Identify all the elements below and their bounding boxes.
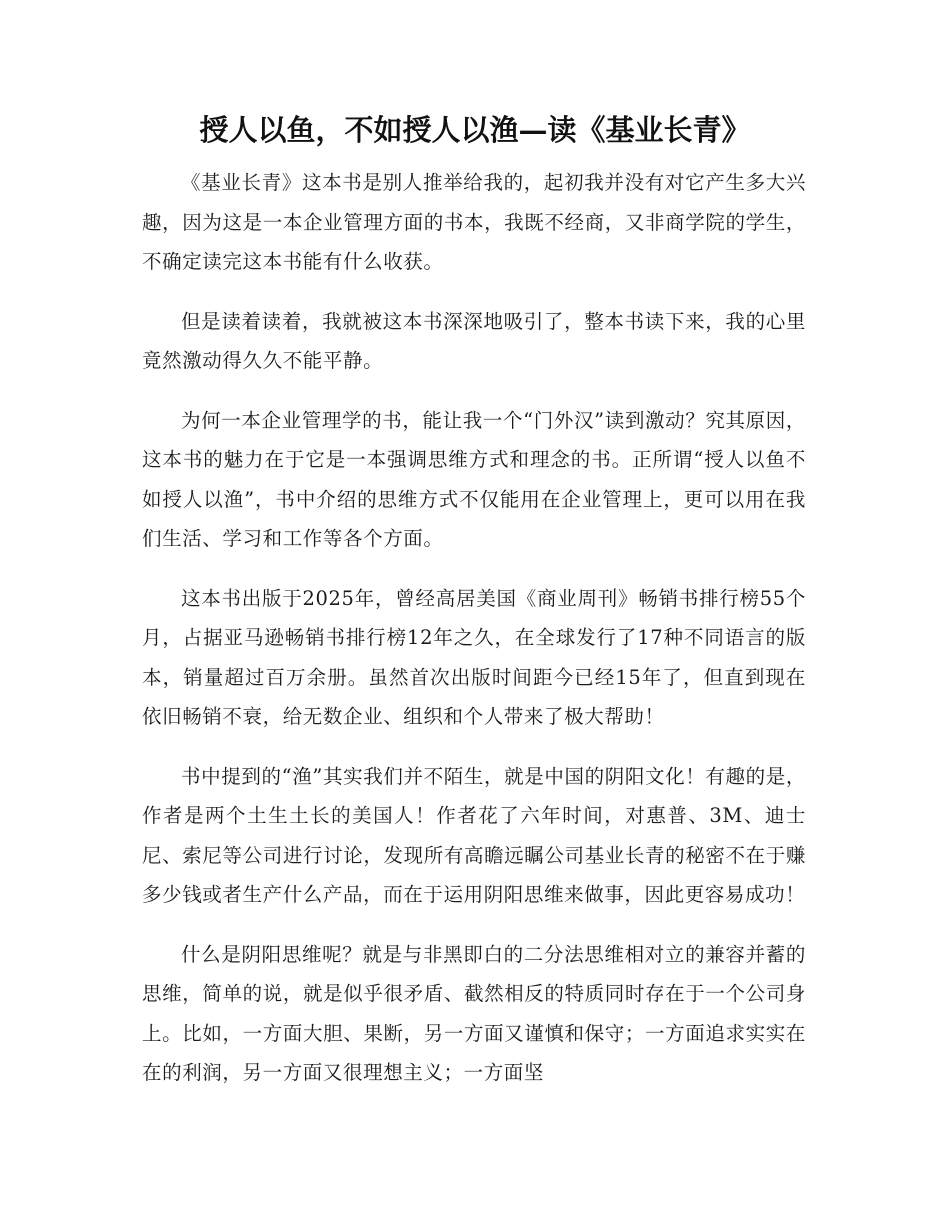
paragraph-1: 《基业长青》这本书是别人推举给我的，起初我并没有对它产生多大兴趣，因为这是一本企业管理方面的书本，我既不经商，又非商学院的学生，不确定读完这本书能有什么收获。 — [142, 171, 806, 273]
paragraph-5: 书中提到的“渔”其实我们并不陌生，就是中国的阴阳文化！有趣的是，作者是两个土生土长的美国人！作者花了六年时间，对惠普、3M、迪士尼、索尼等公司进行讨论，发现所有高瞻远瞩公司基业长青的秘密不在于赚多少钱或者生产什么产品，而在于运用阴阳思维来做事，因此更容易成功！ — [142, 764, 806, 906]
document-body — [142, 163, 806, 1113]
document-title: 授人以鱼，不如授人以渔—读《基业长青》 — [199, 113, 751, 147]
paragraph-3: 为何一本企业管理学的书，能让我一个“门外汉”读到激动？究其原因，这本书的魅力在于它是一本强调思维方式和理念的书。正所谓“授人以鱼不如授人以渔”，书中介绍的思维方式不仅能用在企业管理上，更可以用在我们生活、学习和工作等各个方面。 — [142, 408, 806, 550]
paragraph-6: 什么是阴阳思维呢？就是与非黑即白的二分法思维相对立的兼容并蓄的思维，简单的说，就是似乎很矛盾、截然相反的特质同时存在于一个公司身上。比如，一方面大胆、果断，另一方面又谨慎和保守；一方面追求实实在在的利润，另一方面又很理想主义；一方面坚 — [142, 942, 806, 1084]
paragraph-2: 但是读着读着，我就被这本书深深地吸引了，整本书读下来，我的心里竟然激动得久久不能平静。 — [142, 309, 806, 372]
paragraph-4: 这本书出版于2025年，曾经高居美国《商业周刊》畅销书排行榜55个月，占据亚马逊畅销书排行榜12年之久，在全球发行了17种不同语言的版本，销量超过百万余册。虽然首次出版时间距今已经15年了，但直到现在依旧畅销不衰，给无数企业、组织和个人带来了极大帮助！ — [142, 586, 806, 728]
